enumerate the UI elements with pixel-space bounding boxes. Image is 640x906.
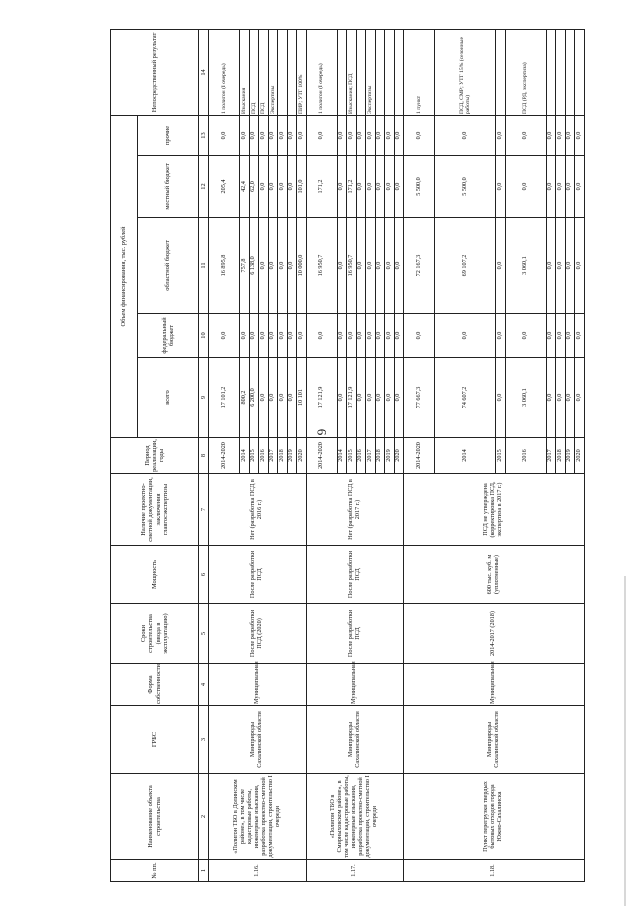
local-cell: 0,0: [268, 156, 278, 218]
federal-cell: 0,0: [385, 314, 395, 358]
local-cell: 0,0: [565, 156, 575, 218]
local-cell: 0,0: [366, 156, 376, 218]
col-number: 8: [199, 438, 209, 474]
federal-cell: 0,0: [297, 314, 307, 358]
regional-cell: 0,0: [546, 218, 556, 314]
federal-cell: 0,0: [268, 314, 278, 358]
regional-cell: 0,0: [337, 218, 347, 314]
funding-table: [110, 29, 585, 882]
other-cell: 0,0: [394, 115, 404, 155]
col-number: 1: [199, 860, 209, 882]
header-local: местный бюджет: [138, 156, 199, 218]
result-cell: [394, 29, 404, 115]
local-cell: 0,0: [278, 156, 288, 218]
total-cell: 0,0: [337, 358, 347, 438]
period-cell: 2014-2020: [404, 438, 435, 474]
total-cell: 0,0: [394, 358, 404, 438]
header-result: Непосредственный результат: [111, 29, 199, 115]
regional-cell: 0,0: [356, 218, 366, 314]
col-number: 3: [199, 706, 209, 774]
regional-cell: 3 060,1: [505, 218, 546, 314]
period-cell: 2017: [546, 438, 556, 474]
psd-status-cell: Нет (разработка ПСД в 2017 г.): [306, 474, 404, 546]
object-name-cell: Пункт перегрузки твердых бытовых отходов города Южно-Сахалинска: [404, 774, 585, 860]
total-cell: 3 060,1: [505, 358, 546, 438]
other-cell: 0,0: [240, 115, 250, 155]
other-cell: 0,0: [278, 115, 288, 155]
other-cell: 0,0: [556, 115, 566, 155]
federal-cell: 0,0: [565, 314, 575, 358]
local-cell: 0,0: [259, 156, 269, 218]
federal-cell: 0,0: [347, 314, 357, 358]
local-cell: 0,0: [337, 156, 347, 218]
federal-cell: 0,0: [240, 314, 250, 358]
other-cell: 0,0: [366, 115, 376, 155]
period-cell: 2018: [278, 438, 288, 474]
header-total: всего: [138, 358, 199, 438]
period-cell: 2014-2020: [306, 438, 337, 474]
header-funding: Объем финансирования, тыс. рублей: [111, 115, 138, 437]
other-cell: 0,0: [287, 115, 297, 155]
regional-cell: 0,0: [287, 218, 297, 314]
other-cell: 0,0: [575, 115, 585, 155]
local-cell: 0,0: [287, 156, 297, 218]
federal-cell: 0,0: [496, 314, 506, 358]
other-cell: 0,0: [209, 115, 240, 155]
federal-cell: 0,0: [356, 314, 366, 358]
item-number-cell: 1.18.: [404, 860, 585, 882]
period-cell: 2014: [240, 438, 250, 474]
header-other: прочие: [138, 115, 199, 155]
total-cell: 10 101: [297, 358, 307, 438]
period-cell: 2017: [366, 438, 376, 474]
regional-cell: 0,0: [366, 218, 376, 314]
item-number-cell: 1.17.: [306, 860, 404, 882]
result-cell: [287, 29, 297, 115]
period-cell: 2017: [268, 438, 278, 474]
result-cell: [278, 29, 288, 115]
total-cell: 17 121,9: [347, 358, 357, 438]
local-cell: 42,4: [240, 156, 250, 218]
federal-cell: 0,0: [435, 314, 496, 358]
table-body: [209, 29, 585, 881]
federal-cell: 0,0: [278, 314, 288, 358]
result-cell: [565, 29, 575, 115]
other-cell: 0,0: [385, 115, 395, 155]
total-cell: 0,0: [496, 358, 506, 438]
result-cell: ПСД (РД, экспертиза): [505, 29, 546, 115]
table-row: [404, 29, 435, 881]
regional-cell: 6 138,0: [249, 218, 259, 314]
total-cell: 0,0: [556, 358, 566, 438]
header-period: Период реализации, годы: [111, 438, 199, 474]
object-name-cell: «Полигон ТБО в Смирныховском районе», в том числе кадастровые работы, инженерные изыскания, разработка проектно-сметной документации, строительство I очереди: [306, 774, 404, 860]
federal-cell: 0,0: [249, 314, 259, 358]
federal-cell: 0,0: [366, 314, 376, 358]
other-cell: 0,0: [259, 115, 269, 155]
other-cell: 0,0: [297, 115, 307, 155]
local-cell: 101,0: [297, 156, 307, 218]
total-cell: 74 607,2: [435, 358, 496, 438]
result-cell: Изыскания: [240, 29, 250, 115]
local-cell: 171,2: [306, 156, 337, 218]
regional-cell: 0,0: [375, 218, 385, 314]
construction-terms-cell: После разработки ПСД: [306, 604, 404, 664]
grbs-cell: Минприроды Сахалинской области: [404, 706, 585, 774]
total-cell: 0,0: [259, 358, 269, 438]
local-cell: 0,0: [575, 156, 585, 218]
header-regional: областной бюджет: [138, 218, 199, 314]
regional-cell: 757,8: [240, 218, 250, 314]
other-cell: 0,0: [356, 115, 366, 155]
regional-cell: 72 167,3: [404, 218, 435, 314]
total-cell: 17 121,9: [306, 358, 337, 438]
col-number: 5: [199, 604, 209, 664]
result-cell: 1 полигон (I очередь): [306, 29, 337, 115]
local-cell: 0,0: [505, 156, 546, 218]
header-form: Форма собственности: [111, 664, 199, 706]
capacity-cell: После разработки ПСД: [209, 546, 307, 604]
result-cell: [556, 29, 566, 115]
federal-cell: 0,0: [404, 314, 435, 358]
regional-cell: 0,0: [278, 218, 288, 314]
period-cell: 2016: [356, 438, 366, 474]
result-cell: ПСД: [259, 29, 269, 115]
psd-status-cell: Нет (разработка ПСД в 2016 г.): [209, 474, 307, 546]
period-cell: 2016: [259, 438, 269, 474]
period-cell: 2014: [435, 438, 496, 474]
table-row: [306, 29, 337, 881]
capacity-cell: 600 тыс. куб. м (уплотненные): [404, 546, 585, 604]
local-cell: 0,0: [375, 156, 385, 218]
ownership-form-cell: Муниципальная: [404, 664, 585, 706]
local-cell: 0,0: [546, 156, 556, 218]
other-cell: 0,0: [546, 115, 556, 155]
period-cell: 2018: [556, 438, 566, 474]
period-cell: 2015: [496, 438, 506, 474]
total-cell: 0,0: [366, 358, 376, 438]
other-cell: 0,0: [375, 115, 385, 155]
col-number: 4: [199, 664, 209, 706]
result-cell: [496, 29, 506, 115]
local-cell: 0,0: [394, 156, 404, 218]
local-cell: 0,0: [356, 156, 366, 218]
col-number: 11: [199, 218, 209, 314]
regional-cell: 69 107,2: [435, 218, 496, 314]
total-cell: 0,0: [287, 358, 297, 438]
rotated-table-wrapper: [110, 30, 582, 882]
result-cell: [356, 29, 366, 115]
local-cell: 5 500,0: [404, 156, 435, 218]
total-cell: 0,0: [356, 358, 366, 438]
period-cell: 2016: [505, 438, 546, 474]
total-cell: 0,0: [385, 358, 395, 438]
header-federal: федеральный бюджет: [138, 314, 199, 358]
result-cell: [575, 29, 585, 115]
result-cell: [375, 29, 385, 115]
col-number: 7: [199, 474, 209, 546]
period-cell: 2019: [385, 438, 395, 474]
header-grbs: ГРБС: [111, 706, 199, 774]
local-cell: 5 500,0: [435, 156, 496, 218]
federal-cell: 0,0: [556, 314, 566, 358]
result-cell: ПСД: [249, 29, 259, 115]
other-cell: 0,0: [306, 115, 337, 155]
regional-cell: 0,0: [259, 218, 269, 314]
other-cell: 0,0: [505, 115, 546, 155]
total-cell: 0,0: [546, 358, 556, 438]
result-cell: [337, 29, 347, 115]
local-cell: 0,0: [496, 156, 506, 218]
other-cell: 0,0: [496, 115, 506, 155]
col-number: 6: [199, 546, 209, 604]
federal-cell: 0,0: [575, 314, 585, 358]
header-psd: Наличие проектно-сметной документации, заключения главгосэкспертизы: [111, 474, 199, 546]
regional-cell: 0,0: [268, 218, 278, 314]
result-cell: [546, 29, 556, 115]
total-cell: 0,0: [575, 358, 585, 438]
item-number-cell: 1.16.: [209, 860, 307, 882]
total-cell: 800,2: [240, 358, 250, 438]
result-cell: Изыскания; ПСД: [347, 29, 357, 115]
federal-cell: 0,0: [337, 314, 347, 358]
result-cell: [385, 29, 395, 115]
other-cell: 0,0: [404, 115, 435, 155]
federal-cell: 0,0: [394, 314, 404, 358]
result-cell: ПСД, СМР; УТГ 15% (сезонные работы): [435, 29, 496, 115]
regional-cell: 16 950,7: [347, 218, 357, 314]
ownership-form-cell: Муниципальная: [209, 664, 307, 706]
period-cell: 2020: [575, 438, 585, 474]
total-cell: 17 101,2: [209, 358, 240, 438]
period-cell: 2019: [287, 438, 297, 474]
col-number: 13: [199, 115, 209, 155]
other-cell: 0,0: [565, 115, 575, 155]
total-cell: 0,0: [278, 358, 288, 438]
federal-cell: 0,0: [375, 314, 385, 358]
result-cell: 1 полигон (I очередь): [209, 29, 240, 115]
total-cell: 0,0: [565, 358, 575, 438]
header-terms: Сроки строительства (ввода в эксплуатацию): [111, 604, 199, 664]
grbs-cell: Минприроды Сахалинской области: [306, 706, 404, 774]
header-name: Наименование объекта строительства: [111, 774, 199, 860]
other-cell: 0,0: [337, 115, 347, 155]
result-cell: Экспертизы: [366, 29, 376, 115]
other-cell: 0,0: [435, 115, 496, 155]
period-cell: 2019: [565, 438, 575, 474]
regional-cell: 0,0: [565, 218, 575, 314]
local-cell: 205,4: [209, 156, 240, 218]
local-cell: 0,0: [556, 156, 566, 218]
regional-cell: 16 950,7: [306, 218, 337, 314]
regional-cell: 16 895,8: [209, 218, 240, 314]
period-cell: 2015: [347, 438, 357, 474]
construction-terms-cell: 2014-2017 (2018): [404, 604, 585, 664]
federal-cell: 0,0: [505, 314, 546, 358]
other-cell: 0,0: [347, 115, 357, 155]
regional-cell: 0,0: [556, 218, 566, 314]
regional-cell: 0,0: [394, 218, 404, 314]
construction-terms-cell: После разработки ПСД (2020): [209, 604, 307, 664]
table-holder: [110, 30, 582, 882]
col-number: 14: [199, 29, 209, 115]
ownership-form-cell: Муниципальная: [306, 664, 404, 706]
col-number: 12: [199, 156, 209, 218]
scan-edge-line: [624, 576, 626, 906]
capacity-cell: После разработки ПСД: [306, 546, 404, 604]
column-number-row: [199, 29, 209, 881]
federal-cell: 0,0: [209, 314, 240, 358]
col-number: 2: [199, 774, 209, 860]
period-cell: 2015: [249, 438, 259, 474]
object-name-cell: «Полигон ТБО в Долинском районе», в том числе кадастровые работы, инженерные изыскания, разработка проектно-сметной документации, строительство I очереди: [209, 774, 307, 860]
local-cell: 171,2: [347, 156, 357, 218]
psd-status-cell: ПСД не утверждена (корректировка ПСД, экспертиза в 2017 г.): [404, 474, 585, 546]
col-number: 9: [199, 358, 209, 438]
header-n: № пп.: [111, 860, 199, 882]
local-cell: 0,0: [385, 156, 395, 218]
local-cell: 62,0: [249, 156, 259, 218]
federal-cell: 0,0: [546, 314, 556, 358]
federal-cell: 0,0: [287, 314, 297, 358]
page-number: 6: [314, 428, 330, 436]
grbs-cell: Минприроды Сахалинской области: [209, 706, 307, 774]
regional-cell: 10 000,0: [297, 218, 307, 314]
col-number: 10: [199, 314, 209, 358]
regional-cell: 0,0: [385, 218, 395, 314]
regional-cell: 0,0: [496, 218, 506, 314]
federal-cell: 0,0: [306, 314, 337, 358]
result-cell: 1 пункт: [404, 29, 435, 115]
other-cell: 0,0: [249, 115, 259, 155]
regional-cell: 0,0: [575, 218, 585, 314]
period-cell: 2020: [297, 438, 307, 474]
period-cell: 2018: [375, 438, 385, 474]
total-cell: 0,0: [268, 358, 278, 438]
period-cell: 2014-2020: [209, 438, 240, 474]
total-cell: 77 667,3: [404, 358, 435, 438]
result-cell: ПИР; УТГ 100%: [297, 29, 307, 115]
period-cell: 2014: [337, 438, 347, 474]
total-cell: 6 200,0: [249, 358, 259, 438]
other-cell: 0,0: [268, 115, 278, 155]
total-cell: 0,0: [375, 358, 385, 438]
federal-cell: 0,0: [259, 314, 269, 358]
result-cell: Экспертизы: [268, 29, 278, 115]
header-power: Мощность: [111, 546, 199, 604]
table-row: [209, 29, 240, 881]
period-cell: 2020: [394, 438, 404, 474]
